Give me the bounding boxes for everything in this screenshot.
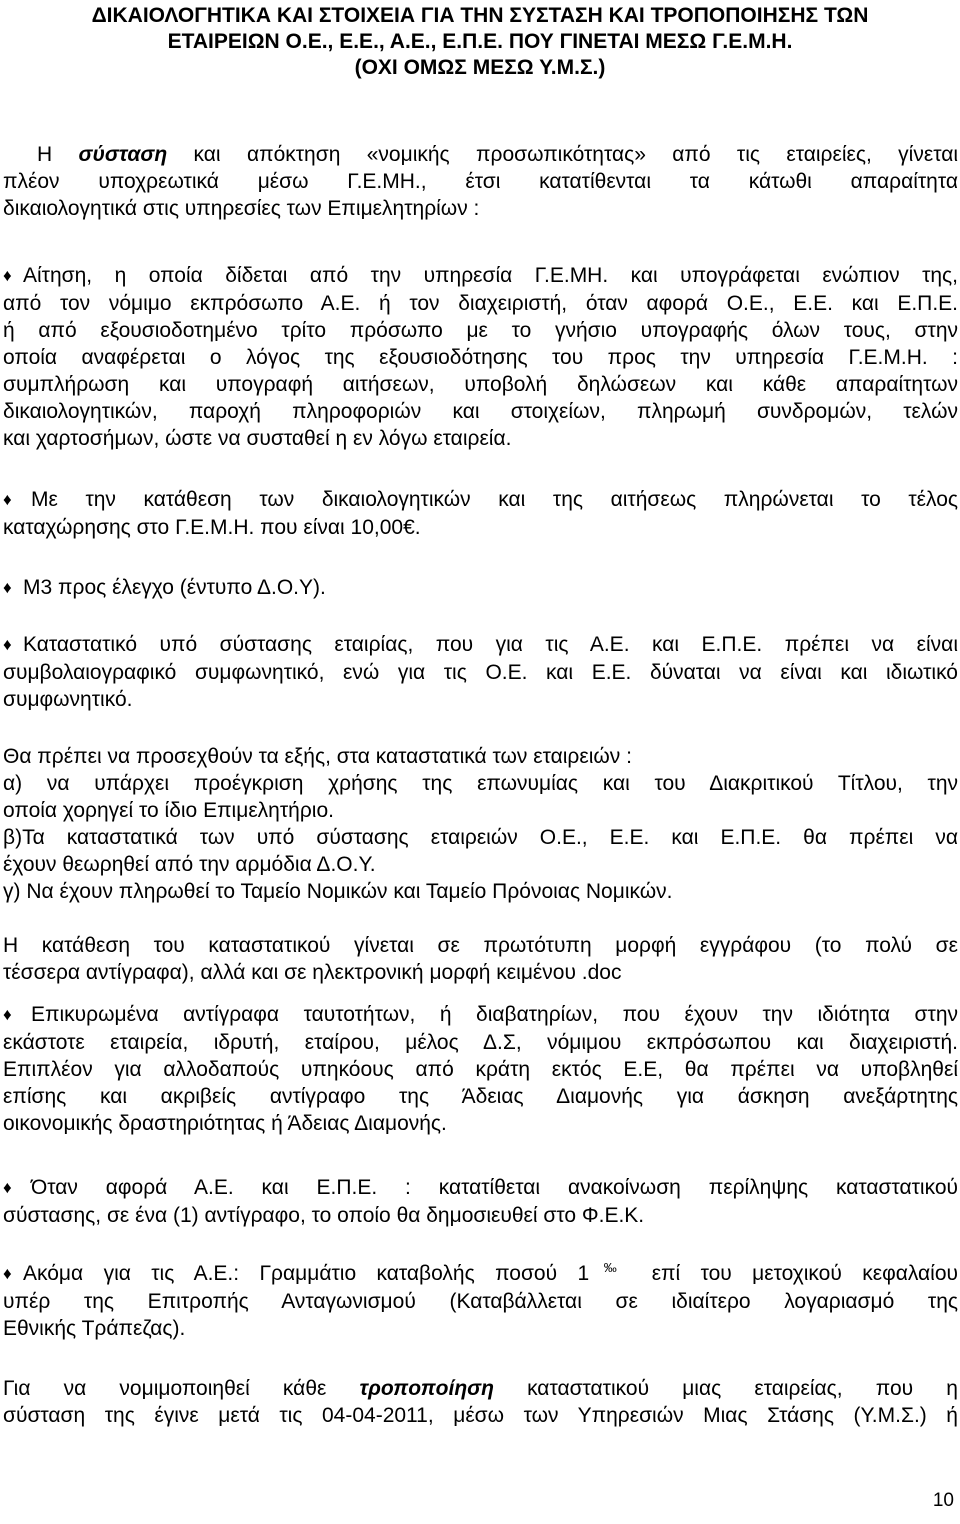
intro-line-2: πλέον υποχρεωτικά μέσω Γ.Ε.ΜΗ., έτσι κατατίθενται τα κάτωθι απαραίτητα <box>3 170 958 193</box>
list-item-line: ή από εξουσιοδοτημένο τρίτο πρόσωπο με το γνήσιο υπογραφής όλων τους, στην <box>3 319 958 342</box>
list-item-line: δικαιολογητικών, παροχή πληροφοριών και στοιχείων, πληρωμή συνδρομών, τελών <box>3 400 958 423</box>
list-item-line: οποία αναφέρεται ο λόγος της εξουσιοδότησης του προς την υπηρεσία Γ.Ε.Μ.Η. : <box>3 346 958 369</box>
list-item-line: Επιπλέον για αλλοδαπούς υπηκόους από κράτη εκτός Ε.Ε, θα πρέπει να υποβληθεί <box>3 1058 958 1081</box>
title-line-3: (ΟΧΙ ΟΜΩΣ ΜΕΣΩ Υ.Μ.Σ.) <box>354 56 606 79</box>
diamond-bullet-icon: ♦ <box>3 266 12 285</box>
diamond-bullet-icon: ♦ <box>3 1178 12 1197</box>
list-item-line: ♦ Με την κατάθεση των δικαιολογητικών και της αιτήσεως πληρώνεται το τέλος <box>3 488 958 511</box>
list-item-fee <box>3 486 958 541</box>
list-item-id-copies <box>3 1001 958 1137</box>
amendment-line-1: Για να νομιμοποιηθεί κάθε τροποποίηση καταστατικού μιας εταιρείας, που η <box>3 1377 958 1400</box>
list-item-line: συμπλήρωση και υπογραφή αιτήσεων, υποβολή δηλώσεων και κάθε απαραίτητων <box>3 373 958 396</box>
list-item-statute <box>3 631 958 713</box>
amendment-line-2: σύσταση της έγινε μετά τις 04-04-2011, μέσω των Υπηρεσιών Μιας Στάσης (Υ.Μ.Σ.) ή <box>3 1404 958 1427</box>
title-line-2: ΕΤΑΙΡΕΙΩΝ Ο.Ε., Ε.Ε., Α.Ε., Ε.Π.Ε. ΠΟΥ ΓΙΝΕΤΑΙ ΜΕΣΩ Γ.Ε.Μ.Η. <box>167 30 793 53</box>
list-item-line: συμβολαιογραφικό συμφωνητικό, ενώ για τις Ο.Ε. και Ε.Ε. δύναται να είναι και ιδιωτικό <box>3 661 958 684</box>
filing-line: τέσσερα αντίγραφα), αλλά και σε ηλεκτρονική μορφή κειμένου .doc <box>3 961 622 984</box>
list-item-m3-form <box>3 574 958 602</box>
list-item-summary <box>3 1174 958 1229</box>
diamond-bullet-icon: ♦ <box>3 490 12 509</box>
document-title <box>0 3 960 81</box>
list-item-line: οικονομικής δραστηριότητας ή Άδειας Διαμονής. <box>3 1112 447 1135</box>
statutes-point-b: β)Τα καταστατικά των υπό σύστασης εταιρειών Ο.Ε., Ε.Ε. και Ε.Π.Ε. θα πρέπει να <box>3 826 958 849</box>
list-item-line: ♦ Αίτηση, η οποία δίδεται από την υπηρεσία Γ.Ε.ΜΗ. και υπογράφεται ενώπιον της, <box>3 264 958 287</box>
diamond-bullet-icon: ♦ <box>3 578 12 597</box>
list-item-line: υπέρ της Επιτροπής Ανταγωνισμού (Καταβάλλεται σε ιδιαίτερο λογαριασμό της <box>3 1290 958 1313</box>
list-item-line: και χαρτοσήμων, ώστε να συσταθεί η εν λόγω εταιρεία. <box>3 427 512 450</box>
amendment-paragraph <box>3 1375 958 1429</box>
list-item-line: ♦ Μ3 προς έλεγχο (έντυπο Δ.Ο.Υ). <box>3 576 326 599</box>
statutes-notes <box>3 743 958 905</box>
list-item-line: εκάστοτε εταιρεία, ιδρυτή, εταίρου, μέλος Δ.Σ, νόμιμου εκπρόσωπου και διαχειριστή. <box>3 1031 958 1054</box>
list-item-application <box>3 262 958 452</box>
list-item-line: από τον νόμιμο εκπρόσωπο Α.Ε. ή τον διαχειριστή, όταν αφορά Ο.Ε., Ε.Ε. και Ε.Π.Ε. <box>3 292 958 315</box>
list-item-line: επίσης και ακριβείς αντίγραφο της Άδειας Διαμονής για άσκηση ανεξάρτητης <box>3 1085 958 1108</box>
statutes-point-b: έχουν θεωρηθεί από την αρμόδια Δ.Ο.Υ. <box>3 853 376 876</box>
list-item-line: σύστασης, σε ένα (1) αντίγραφο, το οποίο θα δημοσιευθεί στο Φ.Ε.Κ. <box>3 1204 645 1227</box>
list-item-line: καταχώρησης στο Γ.Ε.Μ.Η. που είναι 10,00€. <box>3 516 421 539</box>
list-item-line: ♦ Επικυρωμένα αντίγραφα ταυτοτήτων, ή διαβατηρίων, που έχουν την ιδιότητα στην <box>3 1003 958 1026</box>
per-mille-sign: ‰ <box>589 1260 632 1275</box>
statutes-point-c: γ) Να έχουν πληρωθεί το Ταμείο Νομικών και Ταμείο Πρόνοιας Νομικών. <box>3 880 673 903</box>
list-item-line: ♦ Καταστατικό υπό σύστασης εταιρίας, που για τις Α.Ε. και Ε.Π.Ε. πρέπει να είναι <box>3 633 958 656</box>
statutes-point-a: α) να υπάρχει προέγκριση χρήσης της επωνυμίας και του Διακριτικού Τίτλου, την <box>3 772 958 795</box>
list-item-line: ♦ Όταν αφορά Α.Ε. και Ε.Π.Ε. : κατατίθεται ανακοίνωση περίληψης καταστατικού <box>3 1176 958 1199</box>
filing-line: Η κατάθεση του καταστατικού γίνεται σε πρωτότυπη μορφή εγγράφου (το πολύ σε <box>3 934 958 957</box>
intro-line-1: Η σύσταση και απόκτηση «νομικής προσωπικότητας» από τις εταιρείες, γίνεται <box>37 143 958 166</box>
filing-paragraph <box>3 932 958 986</box>
keyword-amendment: τροποποίηση <box>359 1377 494 1400</box>
title-line-1: ΔΙΚΑΙΟΛΟΓΗΤΙΚΑ ΚΑΙ ΣΤΟΙΧΕΙΑ ΓΙΑ ΤΗΝ ΣΥΣΤΑΣΗ ΚΑΙ ΤΡΟΠΟΠΟΙΗΣΗΣ ΤΩΝ <box>91 4 869 27</box>
statutes-point-a: οποία χορηγεί το ίδιο Επιμελητήριο. <box>3 799 334 822</box>
list-item-line: Εθνικής Τράπεζας). <box>3 1317 186 1340</box>
diamond-bullet-icon: ♦ <box>3 635 12 654</box>
list-item-competition-fee <box>3 1260 958 1342</box>
diamond-bullet-icon: ♦ <box>3 1005 12 1024</box>
keyword-formation: σύσταση <box>78 143 168 166</box>
list-item-line: ♦ Ακόμα για τις Α.Ε.: Γραμμάτιο καταβολής ποσού 1‰ επί του μετοχικού κεφαλαίου <box>3 1260 958 1285</box>
statutes-heading: Θα πρέπει να προσεχθούν τα εξής, στα καταστατικά των εταιρειών : <box>3 745 632 768</box>
page-number: 10 <box>932 1490 954 1511</box>
intro-line-3: δικαιολογητικά στις υπηρεσίες των Επιμελητηρίων : <box>3 197 480 220</box>
diamond-bullet-icon: ♦ <box>3 1264 12 1283</box>
list-item-line: συμφωνητικό. <box>3 688 133 711</box>
intro-paragraph <box>3 141 958 222</box>
